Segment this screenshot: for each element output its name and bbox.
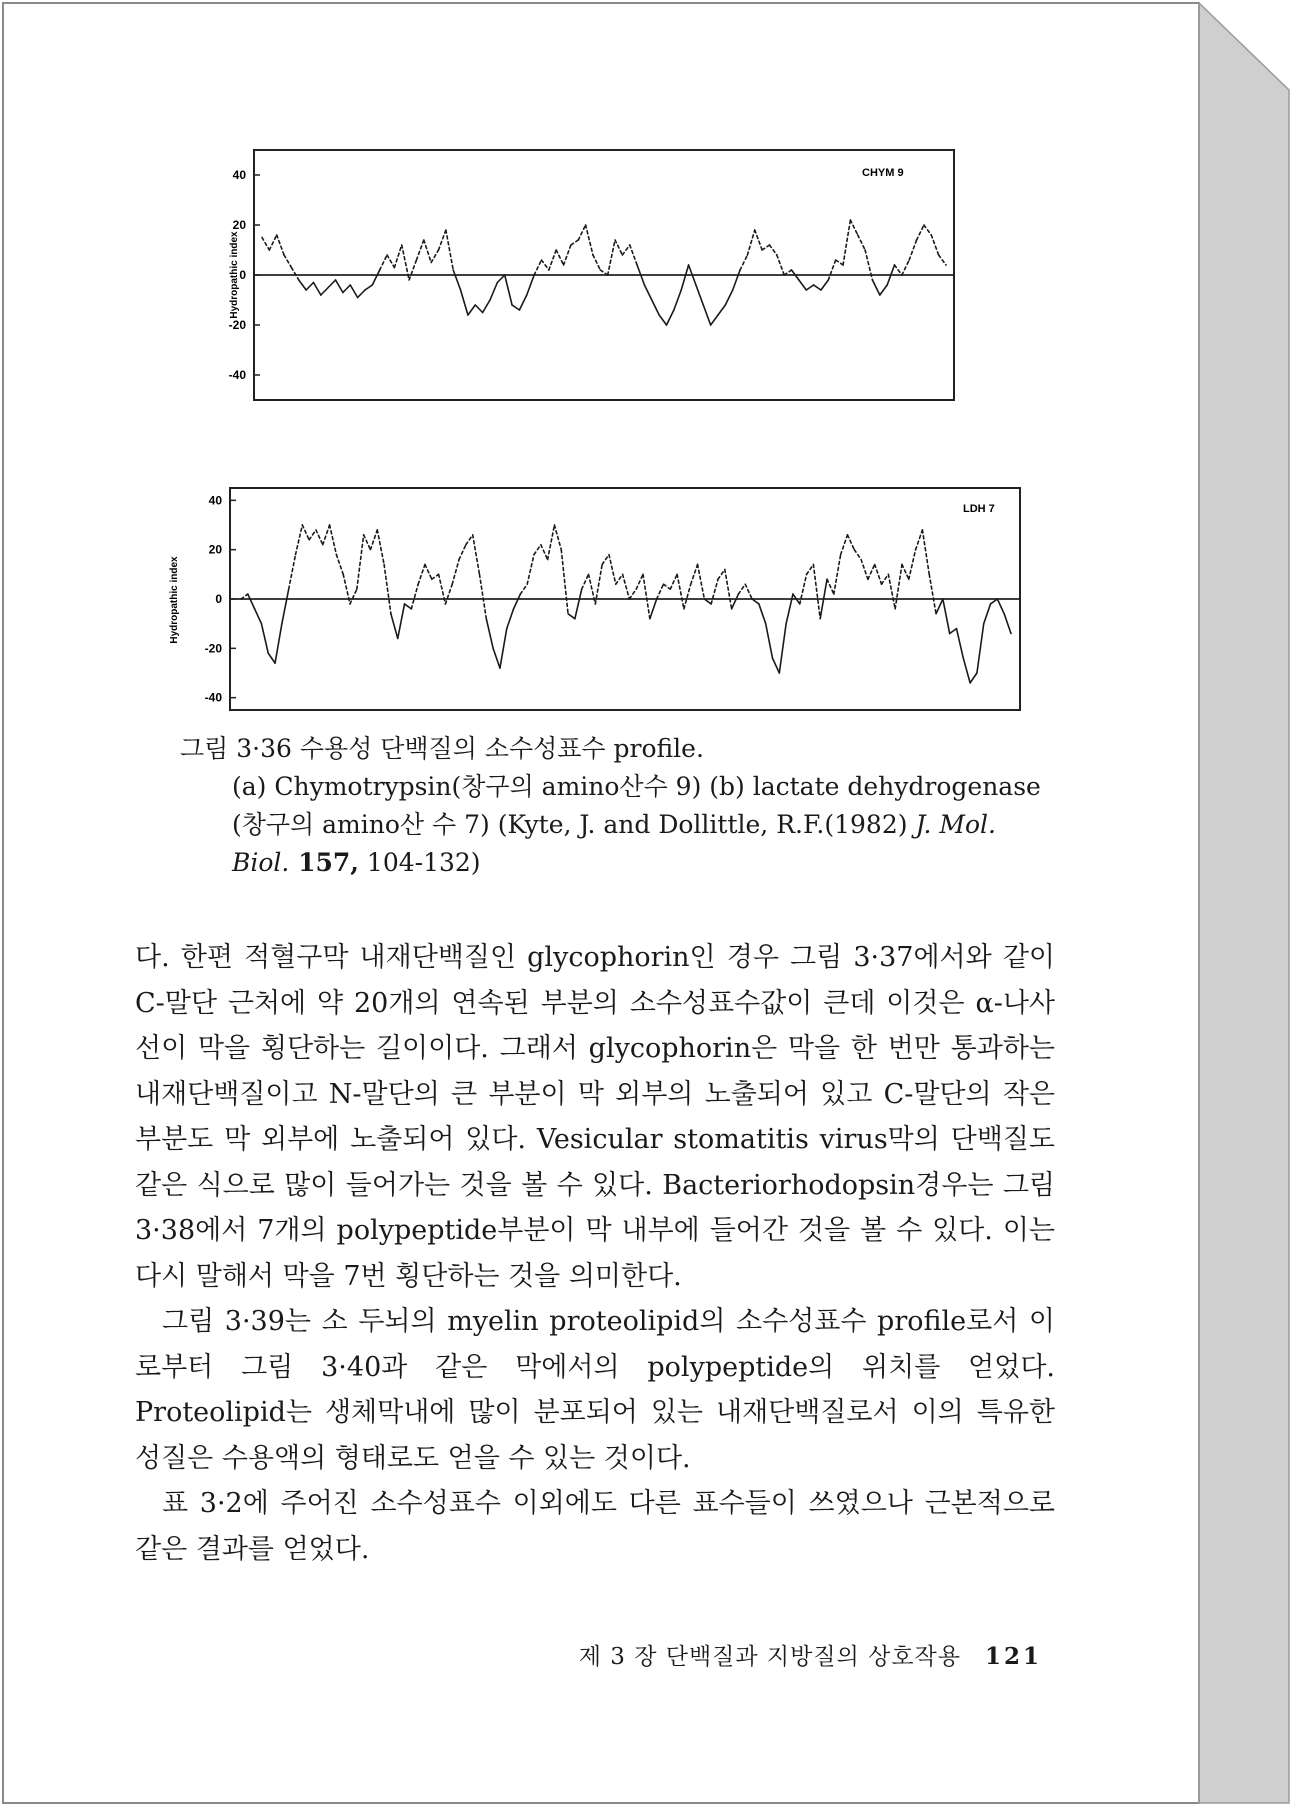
series-segment xyxy=(636,574,643,589)
series-segment xyxy=(380,255,387,270)
series-segment xyxy=(372,270,379,285)
series-segment xyxy=(858,235,865,250)
series-segment xyxy=(261,624,268,654)
series-segment xyxy=(956,629,963,659)
series-segment xyxy=(643,574,650,618)
series-segment xyxy=(674,290,681,310)
series-segment xyxy=(350,285,357,298)
series-segment xyxy=(564,245,571,265)
series-segment xyxy=(902,260,909,275)
paragraph-2: 그림 3·39는 소 두뇌의 myelin proteolipid의 소수성표수 profile로서 이로부터 그림 3·40과 같은 막에서의 polypeptide의 위치를 얻었다. Proteolipid는 생체막내에 많이 분포되어 있는 내재단백질로서 이의 특유한 성질은 수용액의 형태로도 얻을 수 있는 것이다. xyxy=(135,1306,1055,1474)
series-segment xyxy=(549,250,556,270)
series-segment xyxy=(895,265,902,275)
series-segment xyxy=(630,245,637,265)
series-segment xyxy=(248,594,255,609)
series-segment xyxy=(479,574,486,618)
series-segment xyxy=(556,250,563,265)
series-segment xyxy=(459,545,466,560)
y-tick-label: 40 xyxy=(232,168,246,182)
series-segment xyxy=(909,240,916,260)
series-segment xyxy=(284,255,291,268)
series-segment xyxy=(568,614,575,619)
y-tick-label: 0 xyxy=(215,592,222,606)
series-segment xyxy=(336,555,343,575)
series-segment xyxy=(483,300,490,313)
series-segment xyxy=(718,305,725,315)
series-segment xyxy=(277,235,284,255)
series-segment xyxy=(827,579,834,594)
series-segment xyxy=(836,260,843,265)
series-segment xyxy=(370,530,377,550)
series-segment xyxy=(609,555,616,585)
series-segment xyxy=(534,545,541,555)
series-segment xyxy=(652,300,659,315)
series-segment xyxy=(895,564,902,608)
series-segment xyxy=(657,584,664,599)
series-segment xyxy=(323,525,330,545)
caption-line-1: (a) Chymotrypsin(창구의 amino산수 9) (b) lactate dehydrogenase xyxy=(232,772,1041,801)
series-segment xyxy=(554,525,561,550)
series-segment xyxy=(681,265,688,290)
series-segment xyxy=(773,658,780,673)
caption-line-3 xyxy=(232,844,1050,882)
series-segment xyxy=(691,564,698,584)
figure-caption xyxy=(180,730,1050,882)
caption-title: 그림 3·36 수용성 단백질의 소수성표수 profile. xyxy=(180,734,704,763)
series-segment xyxy=(931,235,938,255)
series-segment xyxy=(541,260,548,270)
y-tick-label: -40 xyxy=(228,368,246,382)
series-segment xyxy=(738,584,745,594)
series-segment xyxy=(779,624,786,673)
series-segment xyxy=(936,599,943,614)
series-segment xyxy=(997,599,1004,614)
series-segment xyxy=(834,555,841,594)
chapter-title: 제 3 장 단백질과 지방질의 상호작용 xyxy=(578,1644,961,1670)
series-segment xyxy=(497,275,504,283)
series-segment xyxy=(302,525,309,540)
y-tick-label: 20 xyxy=(232,218,246,232)
series-segment xyxy=(880,285,887,295)
series-segment xyxy=(418,564,425,584)
series-segment xyxy=(394,245,401,268)
series-segment xyxy=(644,285,651,300)
series-segment xyxy=(330,525,337,555)
series-segment xyxy=(328,280,335,288)
series-segment xyxy=(468,305,475,315)
series-segment xyxy=(777,255,784,275)
caption-volume: 157, xyxy=(289,848,359,877)
caption-journal-2: Biol. xyxy=(232,848,290,877)
series-segment xyxy=(755,230,762,250)
series-segment xyxy=(922,530,929,574)
series-segment xyxy=(343,285,350,293)
caption-line-2 xyxy=(232,806,1050,844)
series-segment xyxy=(431,250,438,263)
series-segment xyxy=(659,315,666,325)
series-segment xyxy=(291,268,298,281)
series-segment xyxy=(452,560,459,585)
series-segment xyxy=(268,653,275,663)
series-segment xyxy=(466,535,473,545)
y-axis-title: Hydropathic index xyxy=(229,231,240,319)
series-segment xyxy=(711,579,718,604)
series-segment xyxy=(309,530,316,540)
series-segment xyxy=(984,604,991,624)
series-segment xyxy=(398,604,405,639)
series-segment xyxy=(821,280,828,290)
y-tick-label: -20 xyxy=(228,318,246,332)
series-segment xyxy=(262,238,269,251)
series-segment xyxy=(943,599,950,634)
series-segment xyxy=(409,260,416,280)
series-segment xyxy=(970,673,977,683)
series-segment xyxy=(445,584,452,604)
chart-label: CHYM 9 xyxy=(862,167,904,179)
series-segment xyxy=(924,225,931,235)
series-segment xyxy=(350,589,357,604)
series-segment xyxy=(548,525,555,560)
series-segment xyxy=(650,599,657,619)
series-segment xyxy=(282,589,289,624)
series-segment xyxy=(902,564,909,579)
series-segment xyxy=(814,285,821,290)
series-segment xyxy=(759,604,766,624)
series-segment xyxy=(718,569,725,579)
series-segment xyxy=(493,648,500,668)
caption-journal: J. Mol. xyxy=(915,810,997,839)
paragraph-3: 표 3·2에 주어진 소수성표수 이외에도 다른 표수들이 쓰였으나 근본적으로 같은 결과를 얻었다. xyxy=(135,1488,1055,1565)
series-segment xyxy=(527,275,534,295)
series-segment xyxy=(255,609,262,624)
series-segment xyxy=(813,564,820,618)
series-segment xyxy=(747,230,754,255)
series-segment xyxy=(769,245,776,255)
series-segment xyxy=(391,614,398,639)
y-tick-label: 40 xyxy=(208,493,222,508)
series-segment xyxy=(1004,614,1011,634)
series-segment xyxy=(313,283,320,296)
series-segment xyxy=(364,535,371,550)
series-segment xyxy=(696,285,703,305)
series-segment xyxy=(875,564,882,584)
series-segment xyxy=(725,290,732,305)
series-segment xyxy=(733,270,740,290)
series-segment xyxy=(384,564,391,613)
series-segment xyxy=(888,574,895,609)
paragraph-1: 다. 한편 적혈구막 내재단백질인 glycophorin인 경우 그림 3·37에서와 같이 C-말단 근처에 약 20개의 연속된 부분의 소수성표수값이 큰데 이것은 α-나사선이 막을 횡단하는 길이이다. 그래서 glycophorin은 막을 한 번만 통과하는 내재단백질이고 N-말단의 큰 부분이 막 외부의 노출되어 있고 C-말단의 작은 부분도 막 외부에 노출되어 있다. Vesicular stomatitis virus막의 단백질도 같은 식으로 많이 들어가는 것을 볼 수 있다. Bacteriorhodopsin경우는 그림 3·38에서 7개의 polypeptide부분이 막 내부에 들어간 것을 볼 수 있다. 이는 다시 말해서 막을 7번 횡단하는 것을 의미한다. xyxy=(135,942,1055,1292)
series-segment xyxy=(432,574,439,579)
series-segment xyxy=(512,305,519,310)
hydropathy-chart-chym9 xyxy=(220,140,980,420)
series-segment xyxy=(416,240,423,260)
series-segment xyxy=(882,574,889,584)
series-segment xyxy=(711,315,718,325)
series-segment xyxy=(578,225,585,240)
series-segment xyxy=(629,589,636,599)
series-segment xyxy=(575,589,582,619)
series-segment xyxy=(684,584,691,609)
series-segment xyxy=(745,584,752,599)
series-segment xyxy=(473,535,480,574)
series-segment xyxy=(377,530,384,565)
series-segment xyxy=(520,584,527,594)
series-segment xyxy=(453,270,460,290)
series-segment xyxy=(561,550,568,614)
series-segment xyxy=(799,280,806,290)
series-segment xyxy=(425,564,432,579)
series-segment xyxy=(616,574,623,584)
series-segment xyxy=(490,283,497,301)
series-segment xyxy=(306,283,313,291)
page-number: 121 xyxy=(984,1643,1042,1670)
series-segment xyxy=(762,245,769,250)
series-segment xyxy=(365,285,372,290)
series-segment xyxy=(868,564,875,579)
series-segment xyxy=(571,240,578,245)
series-segment xyxy=(909,550,916,580)
series-segment xyxy=(534,260,541,275)
series-segment xyxy=(841,535,848,555)
chart-label: LDH 7 xyxy=(963,503,995,515)
series-segment xyxy=(486,619,493,649)
page-footer xyxy=(579,1638,1042,1671)
series-segment xyxy=(582,574,589,589)
series-segment xyxy=(916,530,923,550)
series-segment xyxy=(475,305,482,313)
series-segment xyxy=(622,245,629,255)
series-segment xyxy=(289,555,296,590)
series-segment xyxy=(519,295,526,310)
caption-ref: (창구의 amino산 수 7) (Kyte, J. and Dollittle, R.F.(1982) xyxy=(232,810,916,839)
y-tick-label: -20 xyxy=(204,641,222,656)
series-segment xyxy=(336,280,343,293)
series-segment xyxy=(703,305,710,325)
series-segment xyxy=(917,225,924,240)
series-segment xyxy=(861,560,868,580)
series-segment xyxy=(806,285,813,290)
series-segment xyxy=(446,230,453,270)
hydropathy-chart-ldh7 xyxy=(155,480,1045,720)
series-segment xyxy=(698,564,705,599)
series-segment xyxy=(357,535,364,589)
series-segment xyxy=(663,584,670,589)
series-segment xyxy=(387,255,394,268)
series-segment xyxy=(439,230,446,250)
series-segment xyxy=(299,280,306,290)
series-segment xyxy=(950,629,957,634)
y-tick-label: 20 xyxy=(208,542,222,557)
series-segment xyxy=(316,530,323,545)
series-segment xyxy=(670,574,677,589)
series-segment xyxy=(527,555,534,585)
series-segment xyxy=(296,525,303,555)
series-segment xyxy=(850,220,857,235)
series-segment xyxy=(507,609,514,629)
series-segment xyxy=(623,574,630,599)
series-segment xyxy=(505,275,512,305)
series-segment xyxy=(541,545,548,560)
series-segment xyxy=(615,240,622,255)
series-segment xyxy=(595,564,602,603)
series-segment xyxy=(725,569,732,608)
series-segment xyxy=(593,255,600,270)
caption-pages: 104-132) xyxy=(358,848,481,877)
series-segment xyxy=(847,535,854,550)
series-segment xyxy=(586,225,593,255)
series-segment xyxy=(854,550,861,560)
series-segment xyxy=(500,629,507,668)
series-segment xyxy=(939,255,946,265)
y-axis-title: Hydropathic index xyxy=(169,556,180,644)
series-segment xyxy=(514,594,521,609)
series-segment xyxy=(740,255,747,270)
series-segment xyxy=(807,564,814,574)
series-segment xyxy=(977,624,984,673)
series-segment xyxy=(843,220,850,265)
series-segment xyxy=(275,624,282,663)
series-segment xyxy=(766,624,773,659)
y-tick-label: -40 xyxy=(204,690,222,705)
series-segment xyxy=(405,604,412,609)
series-segment xyxy=(608,240,615,275)
body-text xyxy=(135,935,1055,1572)
series-segment xyxy=(321,288,328,296)
series-segment xyxy=(828,260,835,280)
series-segment xyxy=(461,290,468,315)
y-tick-label: 0 xyxy=(239,268,246,282)
series-segment xyxy=(732,594,739,609)
series-segment xyxy=(269,235,276,250)
series-segment xyxy=(602,555,609,565)
series-segment xyxy=(411,584,418,609)
series-segment xyxy=(872,280,879,295)
page-edge-shadow xyxy=(1199,3,1289,1803)
series-segment xyxy=(963,658,970,683)
series-segment xyxy=(677,574,684,609)
series-segment xyxy=(929,574,936,613)
series-segment xyxy=(667,310,674,325)
series-segment xyxy=(358,290,365,298)
series-segment xyxy=(424,240,431,263)
